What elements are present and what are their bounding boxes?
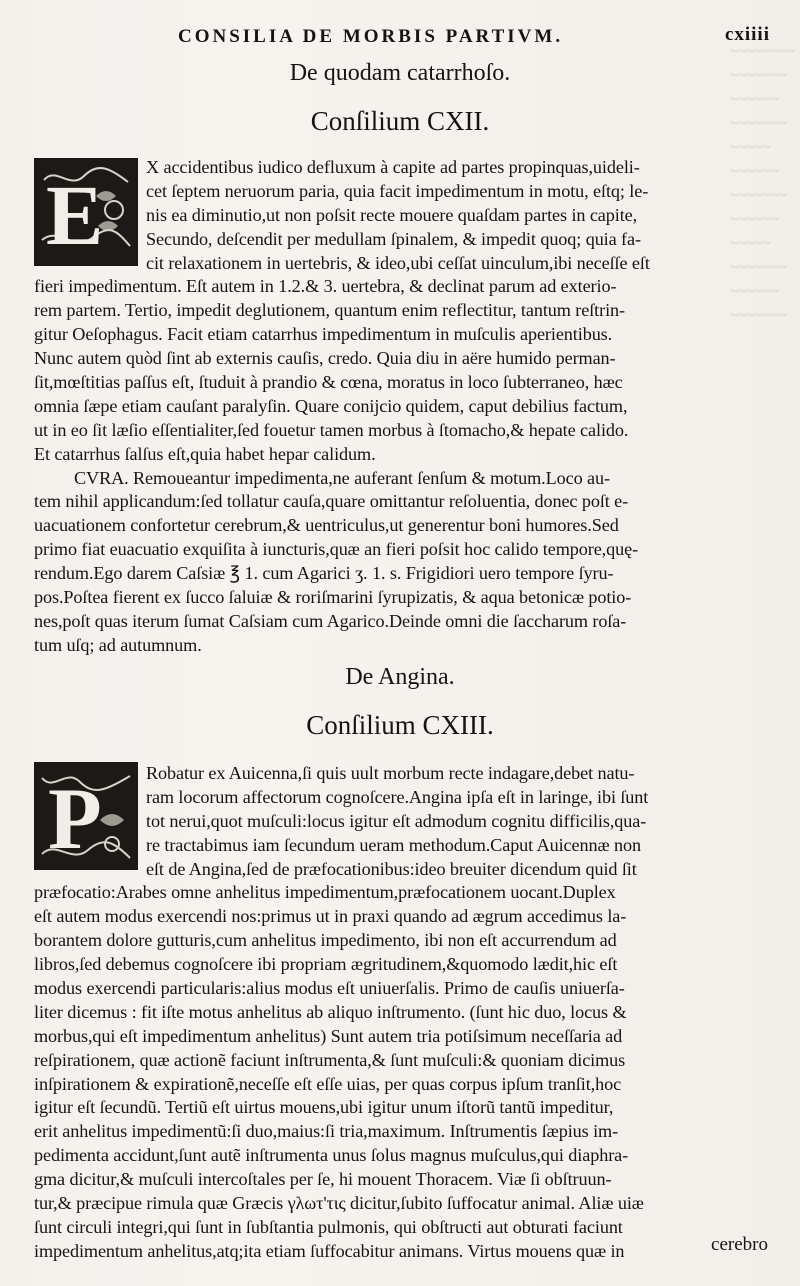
text-line: primo fiat euacuatio exquiſita à iuncturis,quæ an fieri poſsit hoc calido tempore,quę- [34, 539, 639, 560]
text-line: eſt de Angina,ſed de præfocationibus:ideo breuiter dicendum quid ſit [146, 858, 637, 879]
text-line: modus exercendi particularis:alius modus eſt uniuerſalis. Primo de cauſis uniuerſa- [34, 978, 625, 999]
initial-letter-p: P [48, 771, 102, 868]
text-line: Et catarrhus ſalſus eſt,quia habet hepar calidum. [34, 443, 376, 464]
folio-number: cxiiii [724, 24, 770, 45]
text-line: gitur Oeſophagus. Facit etiam catarrhus impedimentum in muſculis aperientibus. [34, 324, 613, 345]
text-line: rem partem. Tertio, impedit deglutionem, quantum enim reflectitur, tantum reſtrin- [34, 300, 625, 321]
text-line: tur,& præcipue rimula quæ Græcis γλωτ'τις dicitur,ſubito ſuffocatur animal. Aliæ uiæ [34, 1193, 644, 1214]
text-line: omnia ſæpe etiam cauſant paralyſin. Quare conijcio quidem, caput debilius factum, [34, 395, 628, 416]
text-line: tem nihil applicandum:ſed tollatur cauſa,quare omittantur reſoluentia, donec poſt e- [34, 491, 629, 512]
initial-letter-e: E [46, 167, 104, 263]
text-line: uacuationem confortetur cerebrum,& uentriculus,ut generentur boni humores.Sed [34, 515, 619, 536]
text-line: X accidentibus iudico defluxum à capite ad partes propinquas,uideli- [146, 157, 640, 177]
text-line: fieri impedimentum. Eſt autem in 1.2.& 3. uertebra, & declinat parum ad exterio- [34, 276, 617, 297]
section2-title: Conſilium CXIII. [306, 710, 494, 740]
text-line: erit anhelitus impedimentũ:ſi duo,maius:ſi tria,maximum. Inſtrumentis ſæpius im- [34, 1121, 619, 1142]
section1-title: Conſilium CXII. [310, 106, 490, 136]
text-line: reſpirationem, quæ actionẽ faciunt inſtrumenta,& ſunt muſculi:& quoniam dicimus [34, 1049, 626, 1070]
text-line: impedimentum anhelitus,atq;ita etiam ſuffocabitur animans. Virtus mouens quæ in [34, 1240, 625, 1261]
text-line: nes,poſt quas iterum ſumat Caſsiam cum Agarico.Deinde omni die ſaccharum roſa- [34, 610, 627, 631]
text-line: libros,ſed debemus cognoſcere ibi propriam ægritudinem,&quomodo lædit,hic eſt [34, 954, 618, 975]
text-line: nis ea diminutio,ut non poſsit recte mouere quaſdam partes in capite, [146, 204, 638, 225]
text-line: CVRA. Remoueantur impedimenta,ne auferant ſenſum & motum.Loco au- [74, 467, 610, 488]
text-line: Robatur ex Auicenna,ſi quis uult morbum recte indagare,debet natu- [146, 763, 635, 783]
text-line: eſt autem modus exercendi nos:primus ut in praxi quando ad ægrum accedimus la- [34, 906, 627, 927]
bleed-through-text: ~~~~~~~~ ~~~~~~~ ~~~~~~ ~~~~~~~ ~~~~~ ~~~~~~ ~~~~~~~ ~~~~~~ ~~~~~ ~~~~~~~ ~~~~~~ ~~~~~~~ [730, 44, 795, 324]
text-line: tum uſq; ad autumnum. [34, 634, 202, 655]
text-line: præfocatio:Arabes omne anhelitus impedimentum,præfocationem uocant.Duplex [34, 882, 616, 903]
text-line: igitur eſt ſecundũ. Tertiũ eſt uirtus mouens,ubi igitur unum iſtorũ tantũ impeditur, [34, 1097, 614, 1118]
text-line: liter dicemus : fit iſte motus anhelitus ab aliquo inſtrumento. (ſunt hic duo, locus & [34, 1001, 627, 1022]
catchword: cerebro [711, 1234, 768, 1255]
text-line: Secundo, deſcendit per medullam ſpinalem, & impedit quoq; quia fa- [146, 228, 641, 249]
text-line: cet ſeptem neruorum paria, quia facit impedimentum in motu, eſtq; le- [146, 180, 649, 201]
section1-subtitle: De quodam catarrhoſo. [289, 60, 511, 86]
text-line: pedimenta accidunt,ſunt autẽ inſtrumenta unus ſolus magnus muſculus,qui diaphra- [34, 1145, 629, 1166]
text-line: cit relaxationem in uertebris, & ideo,ubi ceſſat uinculum,ibi neceſſe eſt [146, 252, 650, 273]
text-line: morbus,qui eſt impedimentum anhelitus) Sunt autem tria potiſsimum neceſſaria ad [34, 1025, 623, 1046]
section2-body [34, 762, 768, 1264]
text-line: ut in eo ſit læſio eſſentialiter,ſed fouetur tamen morbus à ſtomacho,& hepate calido. [34, 419, 629, 440]
running-title: CONSILIA DE MORBIS PARTIVM. [178, 26, 564, 47]
text-line: inſpirationem & expirationẽ,neceſſe eſt eſſe uias, per quas corpus ipſum tranſit,hoc [34, 1073, 622, 1094]
text-line: ſunt circuli integri,qui ſunt in ſubſtantia pulmonis, qui obſtructi aut obturati faciunt [34, 1216, 623, 1237]
text-line: rendum.Ego darem Caſsiæ ℥ 1. cum Agarici ʒ. 1. s. Frigidiori uero tempore ſyru- [34, 563, 614, 584]
text-line: Nunc autem quòd ſint ab externis cauſis, credo. Quia diu in aëre humido perman- [34, 348, 616, 369]
section2-subtitle: De Angina. [345, 664, 455, 690]
text-line: tot nerui,quot muſculi:locus igitur eſt admodum cognitu difficilis,qua- [146, 810, 647, 831]
text-line: gma dicitur,& muſculi intercoſtales per ſe, hi mouent Thoracem. Viæ ſi obſtruun- [34, 1169, 612, 1190]
text-line: borantem dolore gutturis,cum anhelitus impedimento, ibi non eſt accurrendum ad [34, 930, 617, 951]
text-line: re tractabimus iam ſecundum ueram methodum.Caput Auicennæ non [146, 834, 641, 855]
section1-body [34, 156, 768, 658]
text-line: ſit,mœſtitias paſſus eſt, ſtuduit à prandio & cœna, moratus in loco ſubterraneo, hæc [34, 372, 623, 393]
running-head [0, 22, 800, 52]
text-line: ram locorum affectorum cognoſcere.Angina ipſa eſt in laringe, ibi ſunt [146, 786, 649, 807]
text-line: pos.Poſtea fierent ex ſucco ſaluiæ & roriſmarini ſyrupizatis, & aqua betonicæ potio- [34, 587, 632, 608]
